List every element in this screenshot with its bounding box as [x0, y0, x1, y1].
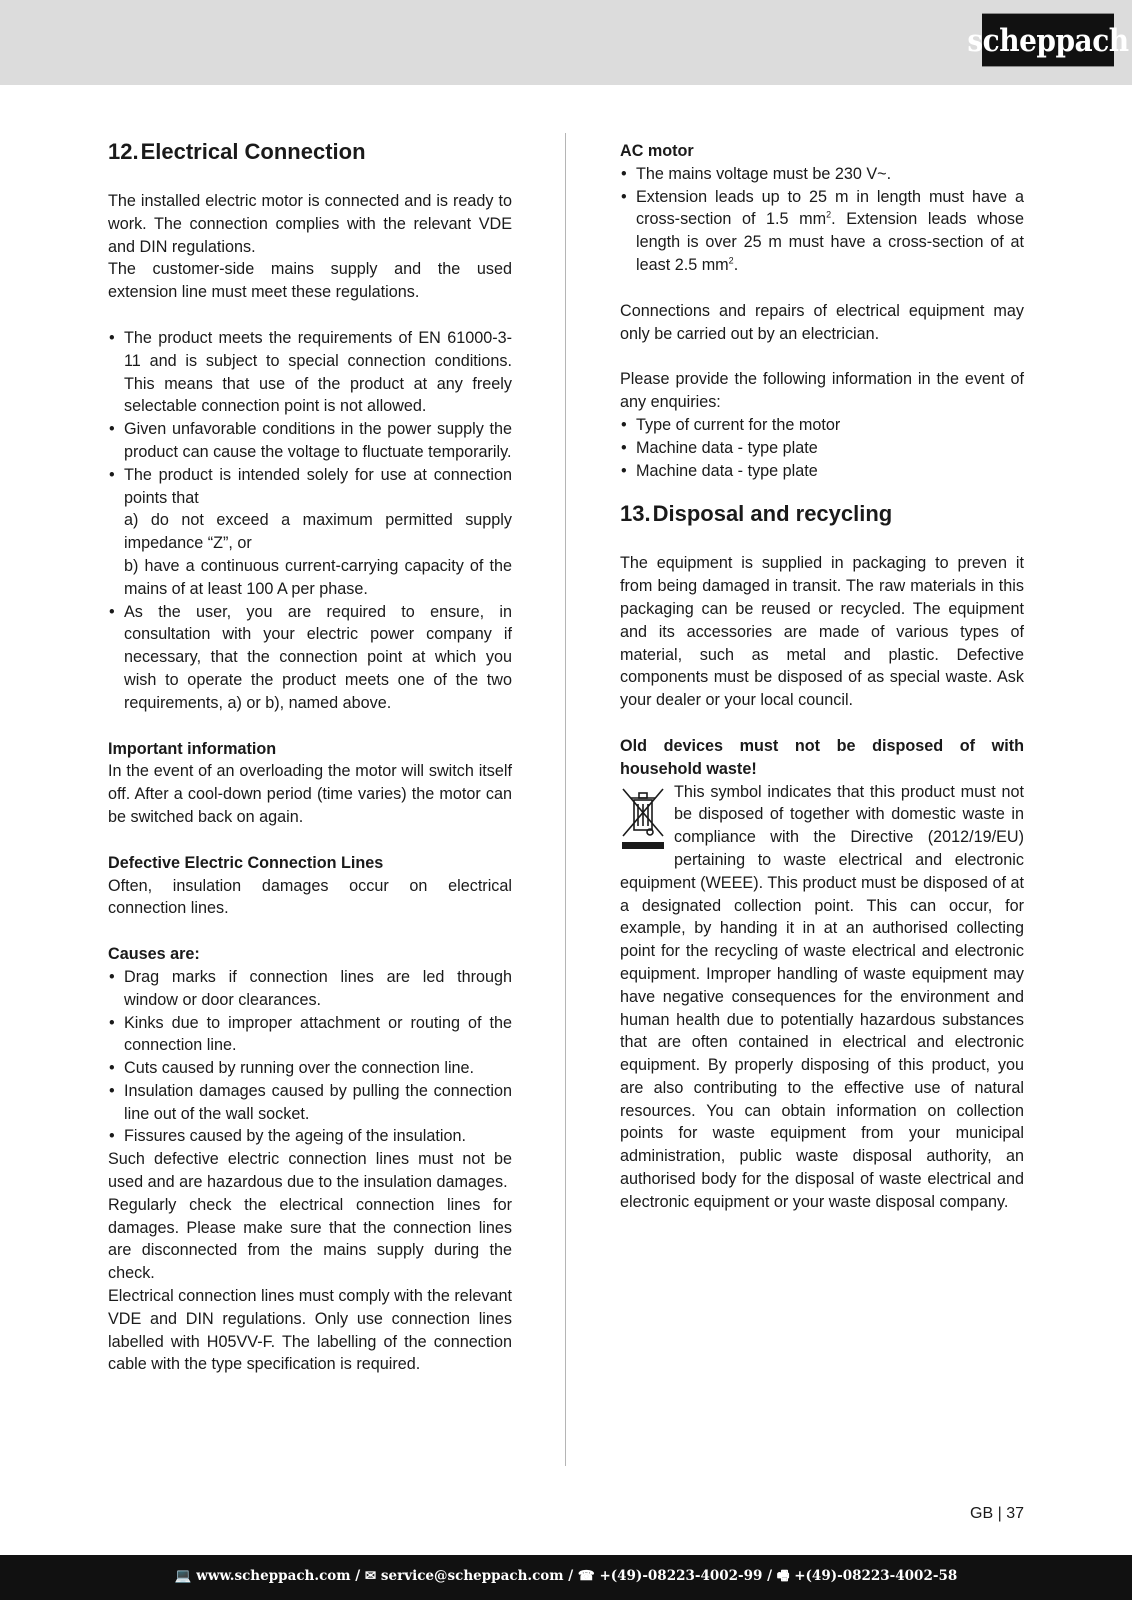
list-item: • As the user, you are required to ensure, in consultation with your electric power company if necessary, that the connection point at which you wish to operate the product meets one of the two requirements, a) or b), named above. [108, 601, 512, 715]
list-item: • Machine data - type plate [620, 460, 1024, 483]
section-heading-electrical: 12.Electrical Connection [108, 139, 366, 164]
important-title: Important information [108, 739, 277, 758]
intro-paragraph: The installed electric motor is connected and is ready to work. The connection complies with the relevant VDE and DIN regulations. [108, 192, 512, 256]
enquiries-list [620, 414, 1024, 482]
enquiries-text: Please provide the following information in the event of any enquiries: [620, 370, 1024, 412]
list-item: • The product meets the requirements of EN 61000-3-11 and is subject to special connection conditions. This means that use of the product at any freely selectable connection point is not allowed. [108, 327, 512, 418]
list-item: • The product is intended solely for use at connection points that [108, 464, 512, 510]
list-item: • Drag marks if connection lines are led through window or door clearances. [108, 966, 512, 1012]
defective-title: Defective Electric Connection Lines [108, 853, 384, 872]
list-item: • Kinks due to improper attachment or routing of the connection line. [108, 1012, 512, 1058]
column-divider [565, 133, 566, 1466]
list-item: • Machine data - type plate [620, 437, 1024, 460]
list-item: • Extension leads up to 25 m in length must have a cross-section of 1.5 $mm^2$. Extension leads whose length is over 25 m must have a cross-section of at least 2.5 $mm^2$. [620, 186, 1024, 277]
list-item: • The mains voltage must be 230 V~. [620, 163, 1024, 186]
brand-logo: scheppach [982, 14, 1114, 67]
right-column [620, 130, 1024, 1214]
crossed-bin-icon [620, 784, 666, 850]
closing-paragraph: Electrical connection lines must comply with the relevant VDE and DIN regulations. Only use connection lines labelled with H05VV-F. The labelling of the connection cable with the type specification is required. [108, 1287, 512, 1374]
closing-paragraph: Regularly check the electrical connection lines for damages. Please make sure that the connection lines are disconnected from the mains supply during the check. [108, 1195, 512, 1283]
sub-item-a: a) do not exceed a maximum permitted supply impedance “Z”, or [124, 511, 512, 553]
list-item: • Fissures caused by the ageing of the insulation. [108, 1125, 512, 1148]
contact-line: 💻 www.scheppach.com / ✉ service@scheppach.com / ☎ +(49)-08223-4002-99 / 🖷 +(49)-08223-4002-58 [174, 1568, 958, 1584]
ac-motor-list [620, 163, 1024, 277]
repairs-text: Connections and repairs of electrical equipment may only be carried out by an electrician. [620, 301, 1024, 343]
weee-block [620, 781, 1024, 1214]
header-band [0, 0, 1132, 85]
list-item: • Given unfavorable conditions in the power supply the product can cause the voltage to fluctuate temporarily. [108, 418, 512, 464]
list-item: • Insulation damages caused by pulling the connection line out of the wall socket. [108, 1080, 512, 1126]
requirements-list [108, 327, 512, 509]
important-text: In the event of an overloading the motor will switch itself off. After a cool-down period (time varies) the motor can be switched back on again. [108, 762, 512, 826]
left-column [108, 130, 512, 1376]
list-item: • Type of current for the motor [620, 414, 1024, 437]
sub-item-b: b) have a continuous current-carrying capacity of the mains of at least 100 A per phase. [124, 556, 512, 598]
list-item: • Cuts caused by running over the connection line. [108, 1057, 512, 1080]
disposal-text: The equipment is supplied in packaging to preven it from being damaged in transit. The raw materials in this packaging can be reused or recycled. The equipment and its accessories are made of various types of material, such as metal and plastic. Defective components must be disposed of as special waste. Ask your dealer or your local council. [620, 554, 1024, 710]
causes-list [108, 966, 512, 1148]
ac-motor-title: AC motor [620, 142, 694, 160]
defective-text: Often, insulation damages occur on electrical connection lines. [108, 876, 512, 918]
weee-text: This symbol indicates that this product must not be disposed of together with domestic waste in compliance with the Directive (2012/19/EU) pertaining to waste electrical and electronic equipment (WEEE). This product must be disposed of at a designated collection point. This can occur, for example, by handing it in at an authorised collecting point for the recycling of waste electrical and electronic equipment. Improper handling of waste equipment may have negative consequences for the environment and human health due to potentially hazardous substances that are often contained in electrical and electronic equipment. By properly disposing of this product, you are also contributing to the effective use of natural resources. You can obtain information on collection points for waste equipment from your municipal administration, public waste disposal authority, an authorised body for the disposal of waste electrical and electronic equipment or your waste disposal company. [620, 782, 1024, 1211]
contact-footer [0, 1555, 1132, 1600]
section-heading-disposal: 13.Disposal and recycling [620, 501, 893, 527]
intro-paragraph: The customer-side mains supply and the used extension line must meet these regulations. [108, 260, 512, 302]
causes-title: Causes are: [108, 945, 200, 964]
closing-paragraph: Such defective electric connection lines must not be used and are hazardous due to the insulation damages. [108, 1150, 512, 1192]
old-devices-title: Old devices must not be disposed of with household waste! [620, 736, 1024, 778]
page-number: GB | 37 [970, 1505, 1024, 1522]
